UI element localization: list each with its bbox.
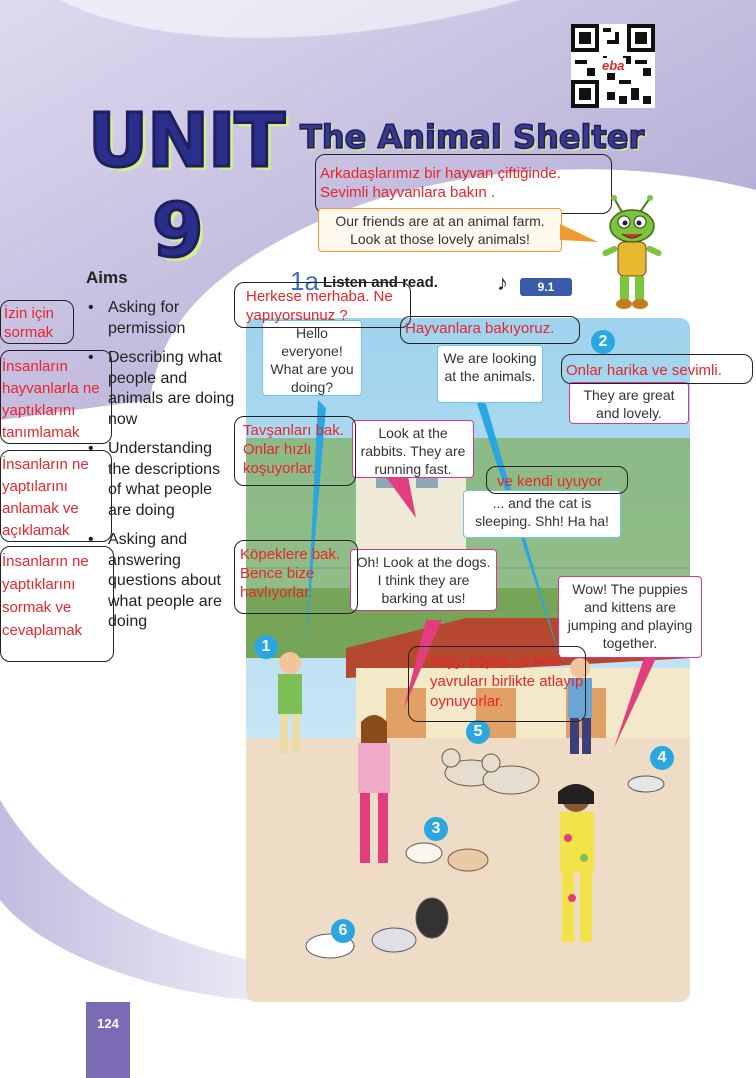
annotation-box <box>0 300 74 344</box>
annotation-box <box>0 546 114 662</box>
speaker-number: 6 <box>331 919 355 943</box>
aim-translation: İnsanların ne yaptılarını anlamak ve açıklamak <box>2 456 89 539</box>
unit-heading: UNIT <box>88 98 285 184</box>
page-number: 124 <box>86 1002 130 1078</box>
bubble-translation: Tavşanları bak. Onlar hızlı koşuyorlar. <box>243 422 344 477</box>
annotation-box <box>0 450 112 542</box>
eba-logo: eba <box>602 58 625 73</box>
speech-bubble: Hello everyone! What are you doing? <box>262 320 362 396</box>
aim-translation: İzin için sormak <box>4 305 55 341</box>
intro-translation: Arkadaşlarımız bir hayvan çiftiğinde. Sevimli hayvanlara bakın . <box>320 165 561 201</box>
aims-item: • Understanding the descriptions of what people are doing <box>88 440 221 519</box>
annotation-box <box>234 540 358 614</box>
annotation-box <box>234 416 356 486</box>
alien-mascot-icon <box>592 194 672 314</box>
exercise-heading: 1a Listen and read. <box>290 266 438 296</box>
bubble-translation: Hayvanlara bakıyoruz. <box>405 320 555 337</box>
speaker-number: 2 <box>591 330 615 354</box>
speech-bubble: ... and the cat is sleeping. Shh! Ha ha! <box>463 490 621 538</box>
annotation-box <box>315 154 612 214</box>
aim-translation: İnsanların ne yaptıklarını sormak ve cevaplamak <box>2 553 89 639</box>
aims-title: Aims <box>86 268 128 287</box>
unit-title: The Animal Shelter <box>300 118 645 156</box>
speech-bubble: They are great and lovely. <box>569 382 689 424</box>
bubble-translation: ve kendi uyuyor <box>497 473 603 490</box>
speech-bubble: We are looking at the animals. <box>437 345 543 403</box>
annotation-box <box>234 282 411 328</box>
bubble-translation: Herkese merhaba. Ne yapıyorsunuz ? <box>246 288 393 324</box>
audio-track-badge[interactable]: 9.1 <box>520 278 572 296</box>
annotation-box <box>486 466 628 494</box>
annotation-box <box>0 350 112 444</box>
bubble-translation: Köpeklere bak. Bence bize havlıyorlar. <box>240 546 341 601</box>
intro-bubble: Our friends are at an animal farm. Look at those lovely animals! <box>318 208 562 252</box>
annotation-box <box>400 316 580 344</box>
aims-item: • Asking for permission <box>88 299 186 337</box>
speech-bubble: Look at the rabbits. They are running fast. <box>352 420 474 478</box>
speaker-number: 4 <box>650 746 674 770</box>
speech-bubble: Oh! Look at the dogs. I think they are barking at us! <box>350 549 497 611</box>
sleeping-cat <box>628 776 664 792</box>
speaker-number: 5 <box>466 720 490 744</box>
speaker-number: 1 <box>254 635 278 659</box>
music-note-icon: ♪ <box>497 270 508 295</box>
aim-translation: İnsanların hayvanlarla ne yaptıklarını tanımlamak <box>2 358 100 441</box>
aims-item: • Describing what people and animals are doing now <box>88 349 235 428</box>
speech-bubble: Wow! The puppies and kittens are jumping and playing together. <box>558 576 702 658</box>
speaker-number: 3 <box>424 817 448 841</box>
unit-number: 9 <box>152 188 204 274</box>
bubble-translation: Onlar harika ve sevimli. <box>566 362 722 379</box>
bubble-translation: Vayy, köpek ve kedi yavruları birlikte atlayıp oynuyorlar. <box>430 653 584 710</box>
annotation-box <box>408 646 586 722</box>
aims-item: • Asking and answering questions about what people are doing <box>88 531 222 630</box>
annotation-box <box>561 354 753 384</box>
